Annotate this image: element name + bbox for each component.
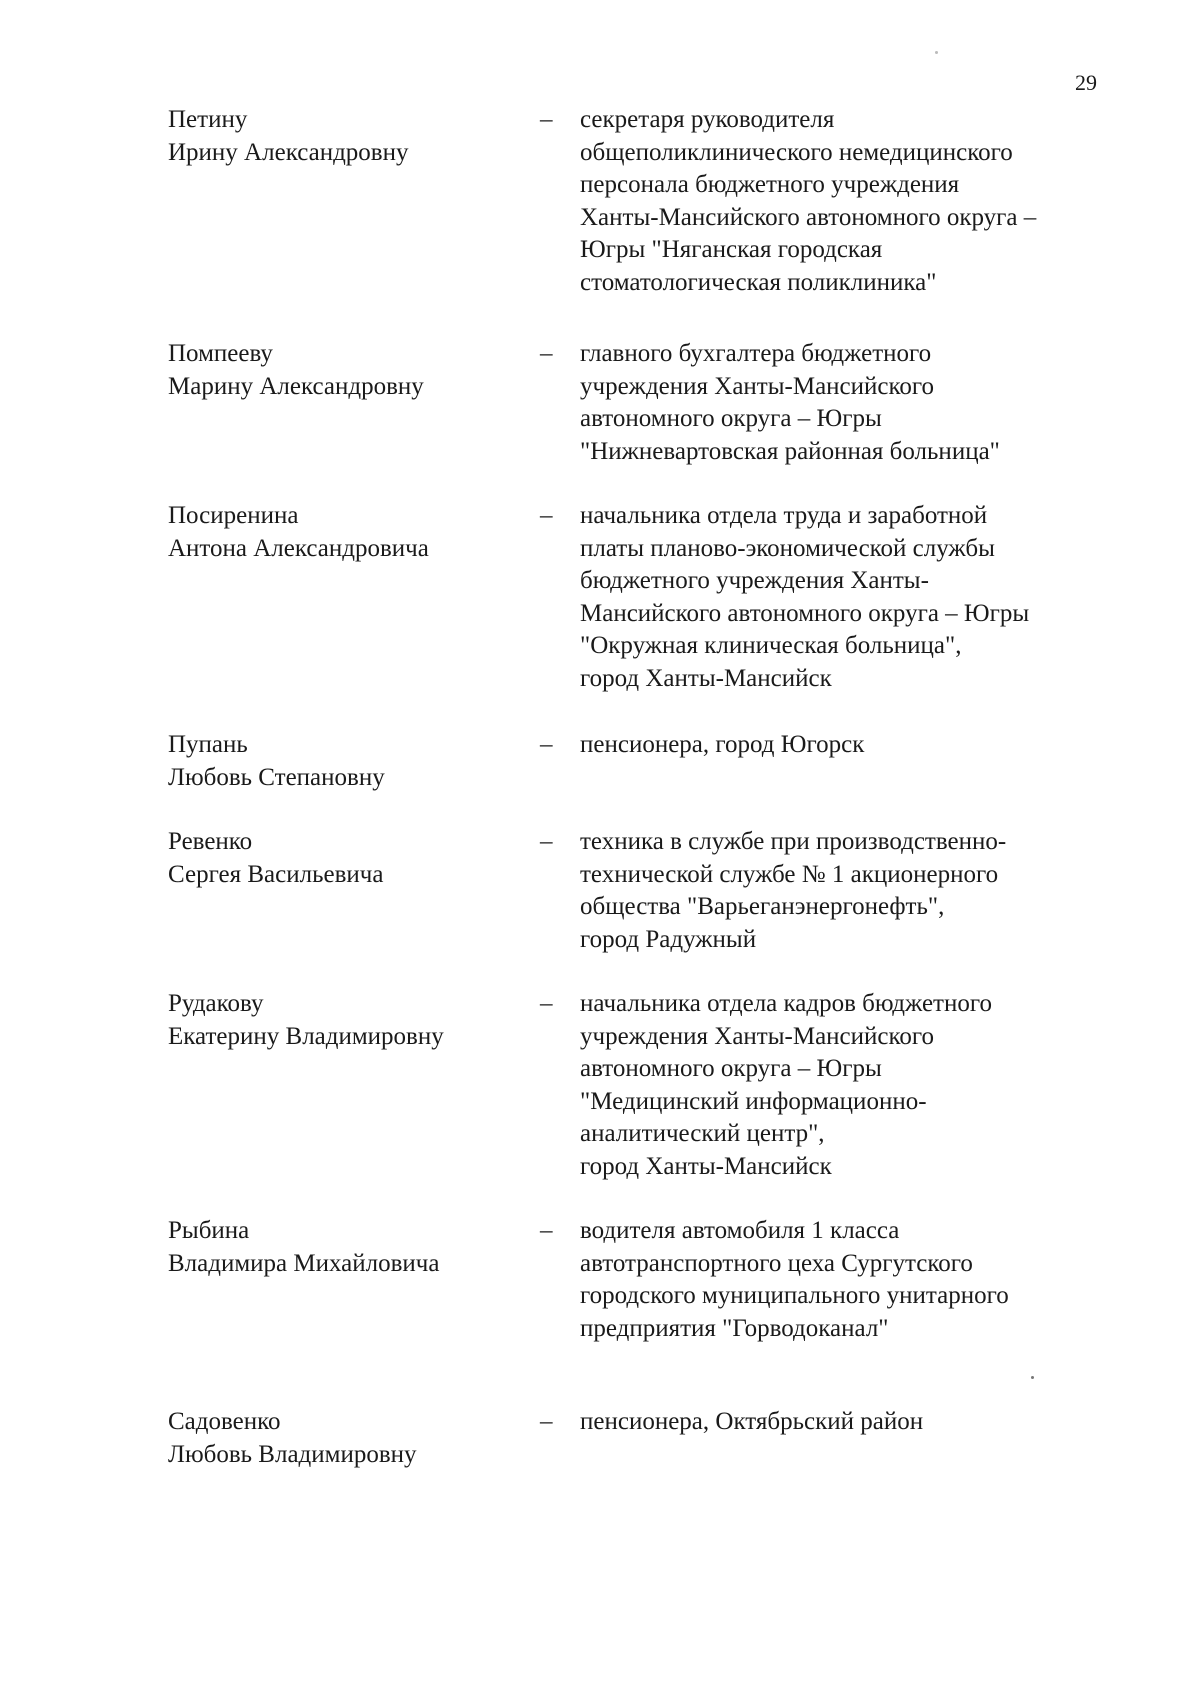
person-name <box>168 338 528 403</box>
separator-dash: – <box>540 1408 553 1435</box>
person-name <box>168 729 528 794</box>
separator-dash: – <box>540 340 553 367</box>
person-name <box>168 104 528 169</box>
position-line: город Радужный <box>580 925 757 953</box>
position-line: начальника отдела кадров бюджетного <box>580 990 992 1017</box>
page-number: 29 <box>1075 70 1097 95</box>
position-line: учреждения Ханты-Мансийского <box>580 372 935 400</box>
separator-dash: – <box>540 502 553 529</box>
position-line: общеполиклинического немедицинского <box>580 138 1013 166</box>
person-name <box>168 1406 528 1471</box>
position-line: автономного округа – Югры <box>580 1055 882 1082</box>
person-surname: Помпееву <box>168 340 273 367</box>
position-line: учреждения Ханты-Мансийского <box>580 1022 935 1050</box>
position-line: пенсионера, Октябрьский район <box>580 1408 924 1435</box>
separator-dash: – <box>540 828 553 855</box>
position-line: технической службе № 1 акционерного <box>580 860 999 888</box>
person-name <box>168 500 528 565</box>
person-given-names: Сергея Васильевича <box>168 860 384 888</box>
person-surname: Рыбина <box>168 1217 250 1244</box>
person-given-names: Владимира Михайловича <box>168 1249 440 1277</box>
person-position <box>580 1215 1120 1345</box>
position-line: "Медицинский информационно- <box>580 1087 927 1115</box>
position-line: город Ханты-Мансийск <box>580 664 832 692</box>
separator-dash: – <box>540 106 553 133</box>
position-line: городского муниципального унитарного <box>580 1282 1009 1309</box>
position-line: водителя автомобиля 1 класса <box>580 1217 900 1244</box>
person-given-names: Антона Александровича <box>168 534 429 562</box>
person-position <box>580 104 1120 299</box>
person-given-names: Ирину Александровну <box>168 138 409 166</box>
scan-speck <box>1031 1376 1034 1379</box>
person-given-names: Екатерину Владимировну <box>168 1022 444 1050</box>
position-line: секретаря руководителя <box>580 106 835 133</box>
person-given-names: Любовь Степановну <box>168 763 385 791</box>
person-surname: Садовенко <box>168 1408 281 1435</box>
position-line: "Нижневартовская районная больница" <box>580 437 1000 465</box>
position-line: аналитический центр", <box>580 1120 825 1147</box>
position-line: автономного округа – Югры <box>580 405 882 432</box>
position-line: техника в службе при производственно- <box>580 828 1007 855</box>
person-position <box>580 1406 1120 1439</box>
person-position <box>580 338 1120 468</box>
person-position <box>580 500 1120 695</box>
scan-speck <box>935 51 938 54</box>
position-line: предприятия "Горводоканал" <box>580 1314 889 1342</box>
position-line: общества "Варьеганэнергонефть", <box>580 893 945 920</box>
person-surname: Ревенко <box>168 828 253 855</box>
person-position <box>580 988 1120 1183</box>
position-line: бюджетного учреждения Ханты- <box>580 567 929 594</box>
person-given-names: Любовь Владимировну <box>168 1440 417 1468</box>
position-line: Ханты-Мансийского автономного округа – <box>580 203 1037 231</box>
position-line: пенсионера, город Югорск <box>580 731 865 758</box>
position-line: Мансийского автономного округа – Югры <box>580 599 1030 627</box>
person-name <box>168 1215 528 1280</box>
position-line: автотранспортного цеха Сургутского <box>580 1249 973 1277</box>
separator-dash: – <box>540 990 553 1017</box>
person-name <box>168 826 528 891</box>
position-line: стоматологическая поликлиника" <box>580 268 937 296</box>
position-line: платы планово-экономической службы <box>580 534 995 562</box>
person-surname: Петину <box>168 106 248 133</box>
position-line: персонала бюджетного учреждения <box>580 171 960 198</box>
person-surname: Рудакову <box>168 990 264 1017</box>
position-line: Югры "Няганская городская <box>580 236 883 263</box>
position-line: город Ханты-Мансийск <box>580 1152 832 1180</box>
person-position <box>580 826 1120 956</box>
separator-dash: – <box>540 1217 553 1244</box>
person-surname: Пупань <box>168 731 248 758</box>
position-line: "Окружная клиническая больница", <box>580 632 962 659</box>
person-given-names: Марину Александровну <box>168 372 424 400</box>
position-line: главного бухгалтера бюджетного <box>580 340 932 367</box>
person-surname: Посиренина <box>168 502 299 529</box>
person-name <box>168 988 528 1053</box>
separator-dash: – <box>540 731 553 758</box>
person-position <box>580 729 1120 762</box>
position-line: начальника отдела труда и заработной <box>580 502 988 529</box>
